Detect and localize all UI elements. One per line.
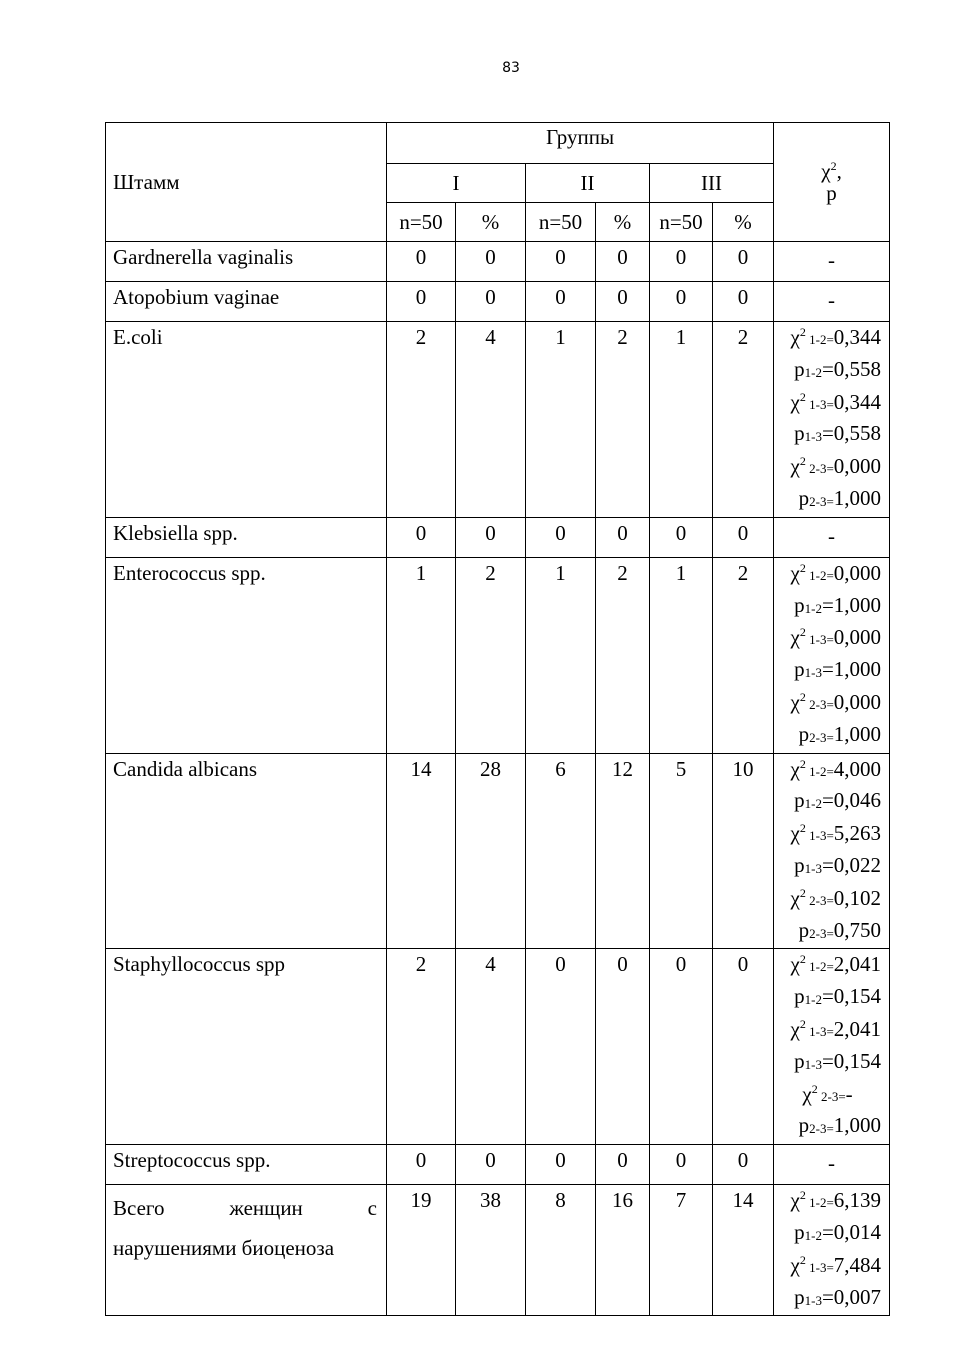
count-cell: 0 — [387, 242, 456, 282]
count-cell: 1 — [650, 322, 713, 518]
count-cell: 0 — [713, 517, 774, 557]
p-value: p2-3=1,000 — [798, 485, 882, 510]
table-row — [106, 753, 890, 949]
page-number: 83 — [502, 60, 520, 76]
total-label-line: нарушениями биоценоза — [113, 1236, 335, 1261]
count-cell: 0 — [596, 1145, 650, 1185]
pct-header: % — [596, 203, 650, 242]
table-row — [106, 517, 890, 557]
p-value: p2-3=1,000 — [798, 721, 882, 746]
stat-cell — [774, 1185, 890, 1316]
count-cell: 0 — [596, 242, 650, 282]
chi-p-header: $\chi^2$, p — [774, 123, 890, 242]
table-body — [106, 242, 890, 1316]
count-cell: 1 — [650, 557, 713, 753]
p-value: p1-2=1,000 — [794, 592, 882, 617]
strain-name: Gardnerella vaginalis — [106, 242, 387, 282]
strain-name: Atopobium vaginae — [106, 282, 387, 322]
pct-header: % — [713, 203, 774, 242]
count-cell: 0 — [650, 282, 713, 322]
stat-cell: - — [774, 1145, 890, 1185]
count-cell: 0 — [456, 282, 526, 322]
chi-square-value: $\chi^2$ 1-2=0,000 — [790, 560, 882, 585]
count-cell: 1 — [526, 557, 596, 753]
p-value: p1-3=1,000 — [794, 657, 882, 682]
table-row — [106, 322, 890, 518]
count-cell: 2 — [387, 322, 456, 518]
chi-square-value: $\chi^2$ 2-3=0,000 — [790, 454, 882, 479]
count-cell: 16 — [596, 1185, 650, 1316]
count-cell: 0 — [456, 517, 526, 557]
p-value: p1-3=0,022 — [794, 852, 882, 877]
total-label — [106, 1185, 387, 1316]
chi-square-value: $\chi^2$ 2-3=- — [802, 1081, 853, 1106]
stat-cell — [774, 753, 890, 949]
stat-cell: - — [774, 517, 890, 557]
table-row — [106, 557, 890, 753]
count-cell: 4 — [456, 322, 526, 518]
p-value: p1-2=0,558 — [794, 356, 882, 381]
total-label-line: Всего женщин с — [113, 1196, 377, 1221]
chi-square-value: $\chi^2$ 1-3=2,041 — [790, 1016, 882, 1041]
count-cell: 2 — [596, 557, 650, 753]
chi-square-value: $\chi^2$ 1-2=6,139 — [790, 1188, 882, 1213]
count-cell: 2 — [456, 557, 526, 753]
count-cell: 0 — [713, 242, 774, 282]
count-cell: 0 — [456, 242, 526, 282]
count-cell: 14 — [387, 753, 456, 949]
chi-square-value: $\chi^2$ 1-3=5,263 — [790, 821, 882, 846]
stat-cell: - — [774, 242, 890, 282]
count-cell: 0 — [387, 517, 456, 557]
strain-table — [105, 122, 890, 1316]
count-cell: 0 — [387, 1145, 456, 1185]
count-cell: 38 — [456, 1185, 526, 1316]
stat-cell — [774, 557, 890, 753]
n-header: n=50 — [650, 203, 713, 242]
count-cell: 12 — [596, 753, 650, 949]
count-cell: 28 — [456, 753, 526, 949]
count-cell: 0 — [713, 1145, 774, 1185]
p-value: p2-3=0,750 — [798, 917, 882, 942]
stat-cell — [774, 322, 890, 518]
count-cell: 0 — [650, 949, 713, 1145]
strain-name: Enterococcus spp. — [106, 557, 387, 753]
count-cell: 0 — [596, 517, 650, 557]
chi-square-value: $\chi^2$ 1-2=2,041 — [790, 952, 882, 977]
count-cell: 0 — [596, 282, 650, 322]
stat-cell: - — [774, 282, 890, 322]
count-cell: 1 — [526, 322, 596, 518]
strain-name: Candida albicans — [106, 753, 387, 949]
count-cell: 1 — [387, 557, 456, 753]
pct-header: % — [456, 203, 526, 242]
p-value: p2-3=1,000 — [798, 1113, 882, 1138]
p-value: p1-3=0,007 — [794, 1284, 882, 1309]
count-cell: 5 — [650, 753, 713, 949]
count-cell: 2 — [713, 557, 774, 753]
table-row — [106, 242, 890, 282]
chi-square-value: $\chi^2$ 2-3=0,000 — [790, 689, 882, 714]
p-value: p1-3=0,558 — [794, 421, 882, 446]
table-row — [106, 1145, 890, 1185]
count-cell: 0 — [596, 949, 650, 1145]
count-cell: 2 — [596, 322, 650, 518]
count-cell: 19 — [387, 1185, 456, 1316]
count-cell: 0 — [456, 1145, 526, 1185]
chi-square-value: $\chi^2$ 1-2=0,344 — [790, 325, 882, 349]
count-cell: 7 — [650, 1185, 713, 1316]
p-value: p1-3=0,154 — [794, 1048, 882, 1073]
chi-square-value: $\chi^2$ 1-3=0,344 — [790, 389, 882, 414]
count-cell: 0 — [650, 1145, 713, 1185]
group-iii-header: III — [650, 164, 774, 203]
count-cell: 2 — [713, 322, 774, 518]
chi-square-value: $\chi^2$ 2-3=0,102 — [790, 885, 882, 910]
strain-header: Штамм — [106, 123, 387, 242]
count-cell: 0 — [713, 282, 774, 322]
count-cell: 6 — [526, 753, 596, 949]
strain-name: Streptococcus spp. — [106, 1145, 387, 1185]
p-value: p1-2=0,046 — [794, 788, 882, 813]
count-cell: 8 — [526, 1185, 596, 1316]
p-value: p1-2=0,014 — [794, 1219, 882, 1244]
n-header: n=50 — [387, 203, 456, 242]
p-value: p1-2=0,154 — [794, 984, 882, 1009]
count-cell: 0 — [526, 242, 596, 282]
chi-square-value: $\chi^2$ 1-3=0,000 — [790, 625, 882, 650]
chi-square-value: $\chi^2$ 1-3=7,484 — [790, 1252, 882, 1277]
count-cell: 0 — [526, 282, 596, 322]
table-row — [106, 949, 890, 1145]
chi-square-value: $\chi^2$ 1-2=4,000 — [790, 756, 882, 781]
table-header — [106, 123, 890, 242]
count-cell: 4 — [456, 949, 526, 1145]
stat-cell — [774, 949, 890, 1145]
count-cell: 0 — [526, 1145, 596, 1185]
count-cell: 2 — [387, 949, 456, 1145]
table-row — [106, 282, 890, 322]
group-ii-header: II — [526, 164, 650, 203]
count-cell: 14 — [713, 1185, 774, 1316]
count-cell: 0 — [387, 282, 456, 322]
strain-name: Staphyllococcus spp — [106, 949, 387, 1145]
strain-name: Klebsiella spp. — [106, 517, 387, 557]
table-row — [106, 1185, 890, 1316]
strain-name: E.coli — [106, 322, 387, 518]
count-cell: 0 — [713, 949, 774, 1145]
group-i-header: I — [387, 164, 526, 203]
groups-header: Группы — [387, 123, 774, 164]
count-cell: 0 — [526, 949, 596, 1145]
count-cell: 10 — [713, 753, 774, 949]
count-cell: 0 — [650, 517, 713, 557]
count-cell: 0 — [526, 517, 596, 557]
n-header: n=50 — [526, 203, 596, 242]
count-cell: 0 — [650, 242, 713, 282]
